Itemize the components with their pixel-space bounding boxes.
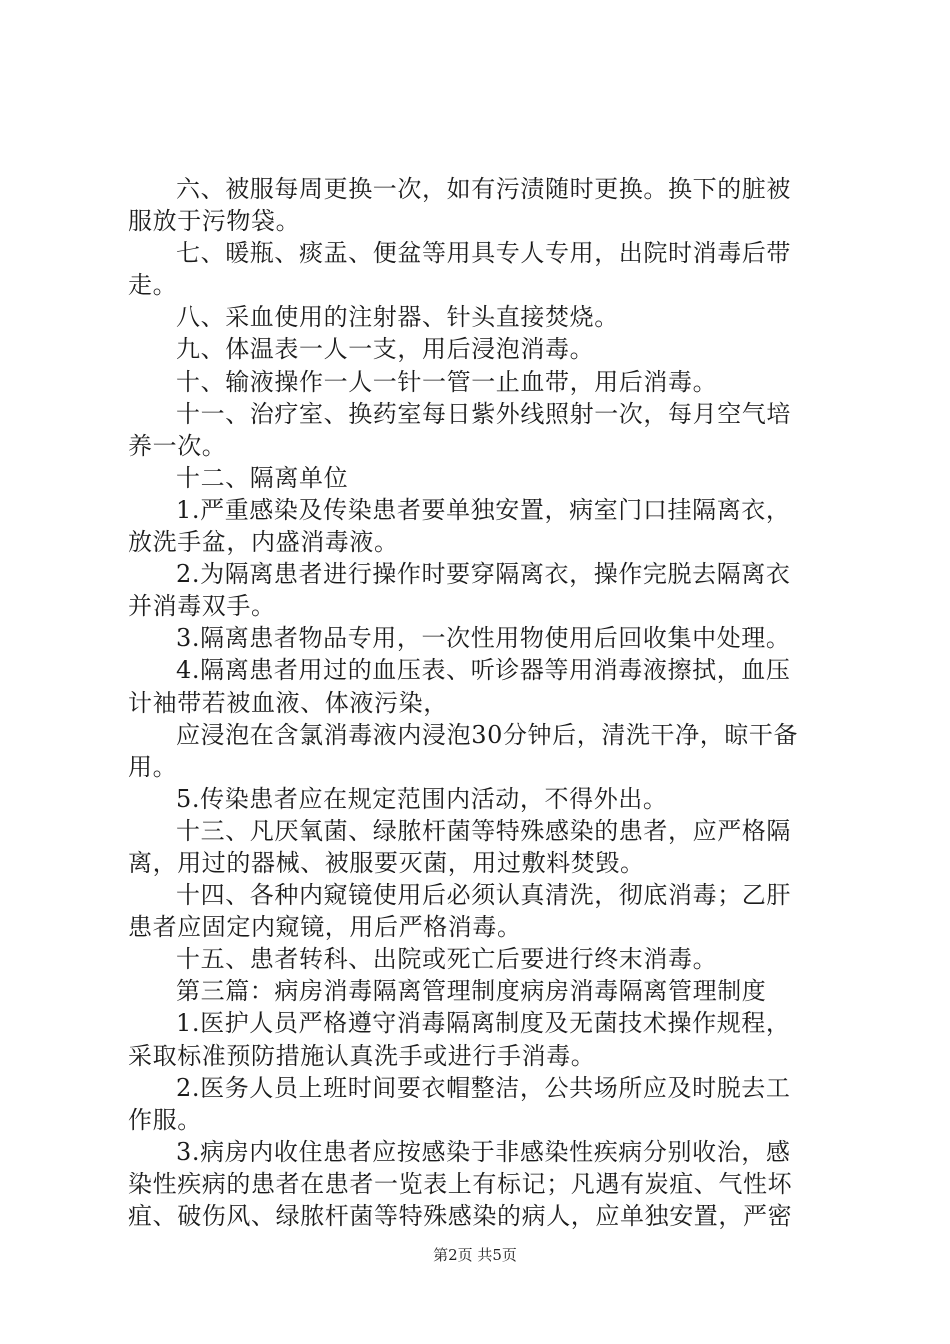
paragraph bbox=[128, 1072, 828, 1136]
text-line: 十二、隔离单位 bbox=[176, 463, 349, 492]
text-line: 八、采血使用的注射器、针头直接焚烧。 bbox=[176, 303, 619, 332]
text-line: 第三篇：病房消毒隔离管理制度病房消毒隔离管理制度 bbox=[176, 977, 767, 1006]
text-line: 走。 bbox=[128, 271, 178, 300]
text-line: 2.为隔离患者进行操作时要穿隔离衣，操作完脱去隔离衣 bbox=[176, 560, 791, 589]
paragraph bbox=[128, 975, 828, 1007]
text-line: 4.隔离患者用过的血压表、听诊器等用消毒液擦拭，血压 bbox=[176, 656, 791, 685]
paragraph bbox=[128, 1007, 828, 1071]
text-line: 用。 bbox=[128, 752, 178, 781]
paragraph bbox=[128, 237, 828, 301]
paragraph bbox=[128, 398, 828, 462]
paragraph bbox=[128, 783, 828, 815]
text-line: 采取标准预防措施认真洗手或进行手消毒。 bbox=[128, 1041, 596, 1070]
page-footer: 第2页 共5页 bbox=[433, 1246, 517, 1264]
text-line: 1.医护人员严格遵守消毒隔离制度及无菌技术操作规程， bbox=[176, 1009, 791, 1038]
paragraph bbox=[128, 333, 828, 365]
text-line: 养一次。 bbox=[128, 431, 227, 460]
text-line: 患者应固定内窥镜，用后严格消毒。 bbox=[128, 913, 522, 942]
text-line: 十、输液操作一人一针一管一止血带，用后消毒。 bbox=[176, 367, 718, 396]
text-line: 十三、凡厌氧菌、绿脓杆菌等特殊感染的患者，应严格隔 bbox=[176, 816, 791, 845]
paragraph bbox=[128, 173, 828, 237]
paragraph bbox=[128, 494, 828, 558]
paragraph bbox=[128, 558, 828, 622]
text-line: 3.隔离患者物品专用，一次性用物使用后回收集中处理。 bbox=[176, 624, 791, 653]
text-line: 5.传染患者应在规定范围内活动，不得外出。 bbox=[176, 784, 668, 813]
text-line: 十一、治疗室、换药室每日紫外线照射一次，每月空气培 bbox=[176, 399, 791, 428]
text-line: 放洗手盆，内盛消毒液。 bbox=[128, 528, 399, 557]
paragraph bbox=[128, 879, 828, 943]
paragraph bbox=[128, 622, 828, 654]
paragraph bbox=[128, 1136, 828, 1232]
paragraph bbox=[128, 815, 828, 879]
text-line: 疽、破伤风、绿脓杆菌等特殊感染的病人，应单独安置，严密 bbox=[128, 1202, 793, 1230]
paragraph bbox=[128, 654, 828, 718]
text-line: 六、被服每周更换一次，如有污渍随时更换。换下的脏被 bbox=[176, 175, 791, 203]
text-line: 十四、各种内窥镜使用后必须认真清洗，彻底消毒；乙肝 bbox=[176, 881, 791, 910]
text-line: 离，用过的器械、被服要灭菌，用过敷料焚毁。 bbox=[128, 848, 645, 877]
text-line: 3.病房内收住患者应按感染于非感染性疾病分别收治，感 bbox=[176, 1137, 791, 1166]
text-line: 应浸泡在含氯消毒液内浸泡30分钟后，清洗干净，晾干备 bbox=[176, 720, 799, 749]
paragraph bbox=[128, 943, 828, 975]
text-line: 九、体温表一人一支，用后浸泡消毒。 bbox=[176, 335, 595, 364]
text-line: 计袖带若被血液、体液污染， bbox=[128, 688, 448, 717]
text-line: 1.严重感染及传染患者要单独安置，病室门口挂隔离衣， bbox=[176, 495, 791, 524]
paragraph bbox=[128, 719, 828, 783]
text-line: 并消毒双手。 bbox=[128, 592, 276, 621]
paragraph bbox=[128, 366, 828, 398]
paragraph bbox=[128, 301, 828, 333]
text-line: 七、暖瓶、痰盂、便盆等用具专人专用，出院时消毒后带 bbox=[176, 239, 791, 268]
text-line: 服放于污物袋。 bbox=[128, 207, 301, 236]
text-line: 作服。 bbox=[128, 1105, 202, 1134]
text-line: 十五、患者转科、出院或死亡后要进行终末消毒。 bbox=[176, 945, 718, 974]
document-body bbox=[128, 173, 828, 1232]
text-line: 染性疾病的患者在患者一览表上有标记；凡遇有炭疽、气性坏 bbox=[128, 1169, 793, 1198]
paragraph bbox=[128, 462, 828, 494]
text-line: 2.医务人员上班时间要衣帽整洁，公共场所应及时脱去工 bbox=[176, 1073, 791, 1102]
